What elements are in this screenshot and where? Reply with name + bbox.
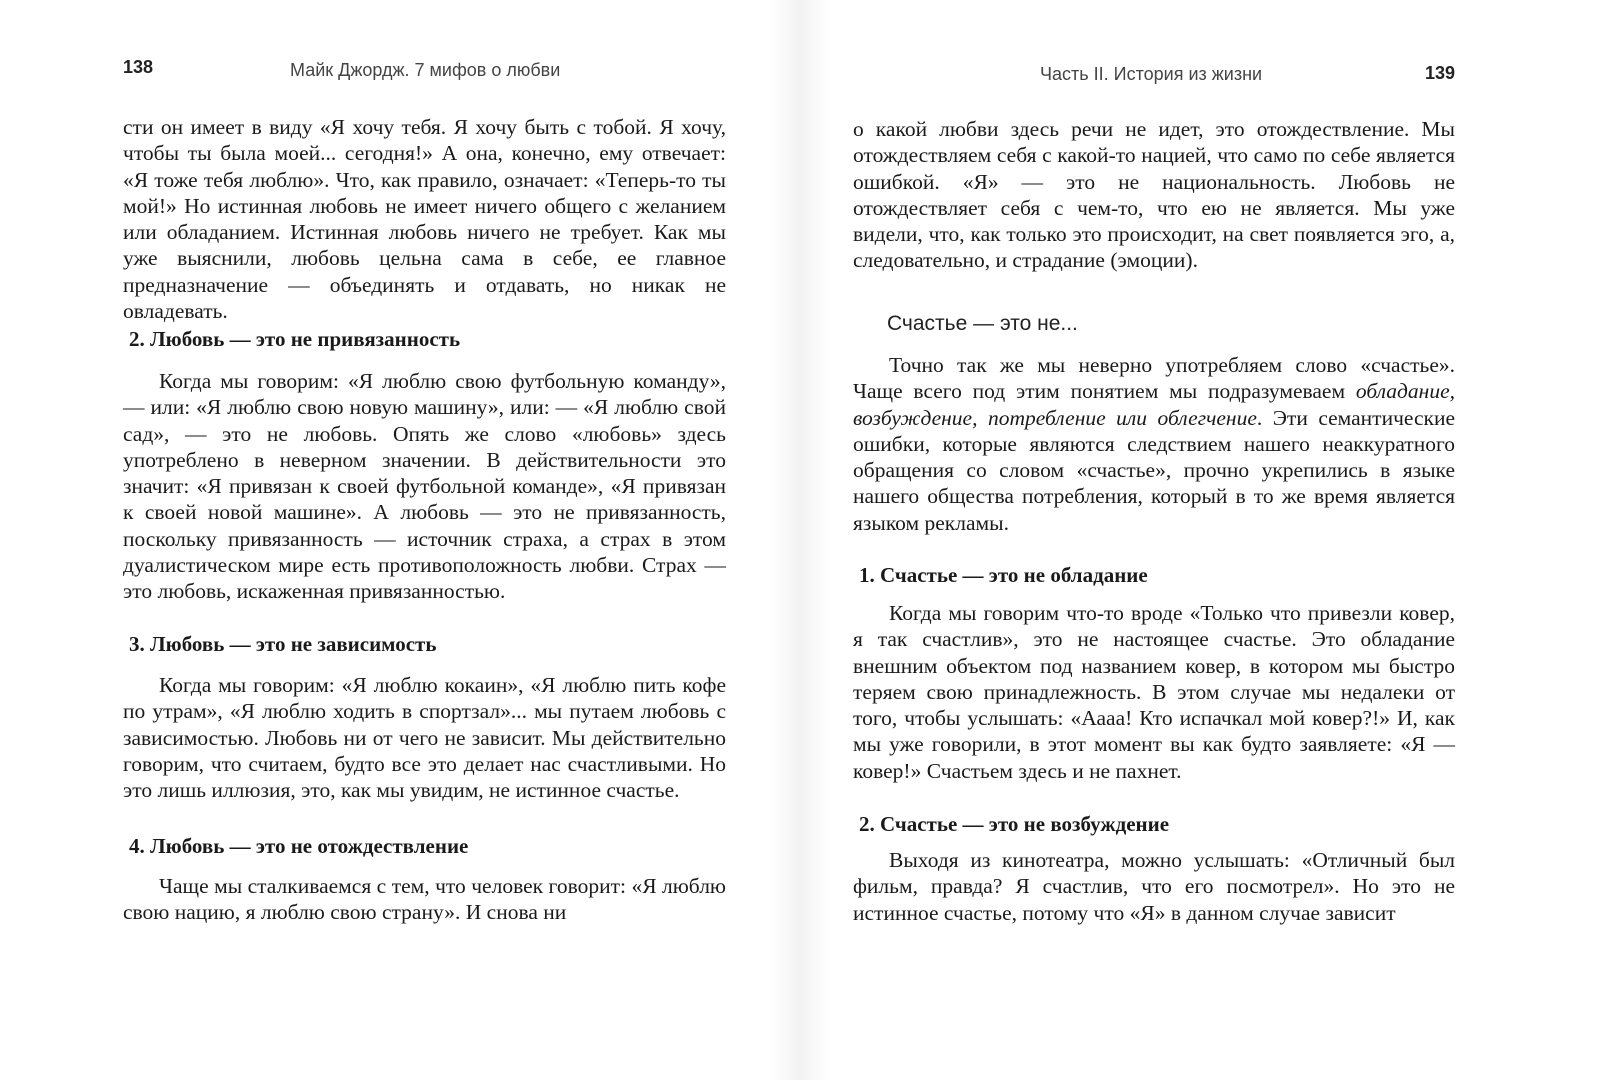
left-paragraph-1: сти он имеет в виду «Я хочу тебя. Я хочу быть с тобой. Я хочу, чтобы ты была моей... сегодня!» А она, конечно, ему отвечает: «Я тоже тебя люблю». Что, как правило, означает: «Теперь-то ты мой!» Но истинная любовь не имеет ничего общего с желанием или обладанием. Истинная любовь ничего не требует. Как мы уже выяснили, любовь цельна сама в себе, ее главное предназначение — объединять и отдавать, но никак не овладевать.	[123, 115, 726, 324]
right-text-block-2	[853, 352, 1455, 536]
left-text-block-4	[123, 873, 726, 926]
left-page	[0, 0, 790, 1080]
left-text-block-2	[123, 368, 726, 605]
right-paragraph-1: о какой любви здесь речи не идет, это отождествление. Мы отождествляем себя с какой-то нацией, что само по себе является ошибкой. «Я» — это не национальность. Любовь не отождествляет себя с чем-то, что ею не является. Мы уже видели, что, как только это происходит, на свет появляется эго, а, следовательно, и страдание (эмоции).	[853, 117, 1455, 273]
right-running-head: Часть II. История из жизни	[1040, 64, 1263, 84]
right-section-heading: Счастье — это не...	[887, 312, 1078, 335]
left-running-head: Майк Джордж. 7 мифов о любви	[290, 60, 561, 80]
left-text-block-1	[123, 114, 726, 324]
right-page-number: 139	[1425, 63, 1456, 83]
right-text-block-4	[853, 847, 1455, 926]
right-paragraph-3: Когда мы говорим что-то вроде «Только что привезли ковер, я так счастлив», это не настоящее счастье. Это обладание внешним объектом под названием ковер, в котором мы быстро теряем свою принадлежность. В этом случае мы недалеки от того, чтобы услышать: «Аааа! Кто испачкал мой ковер?!» И, как мы уже говорили, в этот момент вы как будто заявляете: «Я — ковер!» Счастьем здесь и не пахнет.	[853, 601, 1455, 783]
left-text-block-3	[123, 672, 726, 803]
right-paragraph-2-end: . Эти семантические ошибки, которые являются следствием нашего неаккуратного обращения со словом «счастье», прочно укрепились в языке нашего общества потребления, который в то же время является языком рекламы.	[853, 405, 1456, 535]
left-heading-attachment: 2. Любовь — это не привязанность	[129, 327, 461, 351]
left-page-number: 138	[123, 57, 154, 77]
right-page	[790, 0, 1597, 1080]
left-paragraph-4: Чаще мы сталкиваемся с тем, что человек говорит: «Я люблю свою нацию, я люблю свою страну». И снова ни	[123, 874, 726, 925]
right-paragraph-2-start: Точно так же мы неверно употребляем слово «счастье». Чаще всего под этим понятием мы подразумеваем	[853, 353, 1455, 404]
right-text-block-1	[853, 116, 1455, 274]
right-heading-excitement: 2. Счастье — это не возбуждение	[859, 812, 1170, 836]
left-heading-dependence: 3. Любовь — это не зависимость	[129, 632, 437, 656]
right-paragraph-2-italic: обладание, возбуждение, потребление или облегчение	[853, 379, 1455, 430]
right-paragraph-4: Выходя из кинотеатра, можно услышать: «Отличный был фильм, правда? Я счастлив, что его посмотрел». Но это не истинное счастье, потому что «Я» в данном случае зависит	[853, 848, 1455, 925]
right-heading-possession: 1. Счастье — это не обладание	[859, 563, 1148, 587]
left-paragraph-2: Когда мы говорим: «Я люблю свою футбольную команду», — или: «Я люблю свою новую машину», или: — «Я люблю свой сад», — это не любовь. Опять же слово «любовь» здесь употреблено в неверном значении. В действительности это значит: «Я привязан к своей футбольной команде», «Я привязан к своей новой машине». А любовь — это не привязанность, поскольку привязанность — источник страха, а страх в этом дуалистическом мире есть противоположность любви. Страх — это любовь, искаженная привязанностью.	[123, 369, 726, 604]
right-paragraph-2	[853, 352, 1455, 536]
right-text-block-3	[853, 600, 1455, 784]
left-paragraph-3: Когда мы говорим: «Я люблю кокаин», «Я люблю пить кофе по утрам», «Я люблю ходить в спортзал»... мы путаем любовь с зависимостью. Любовь ни от чего не зависит. Мы действительно говорим, что считаем, будто все это делает нас счастливыми. Но это лишь иллюзия, это, как мы увидим, не истинное счастье.	[123, 673, 726, 803]
left-heading-identification: 4. Любовь — это не отождествление	[129, 834, 469, 858]
